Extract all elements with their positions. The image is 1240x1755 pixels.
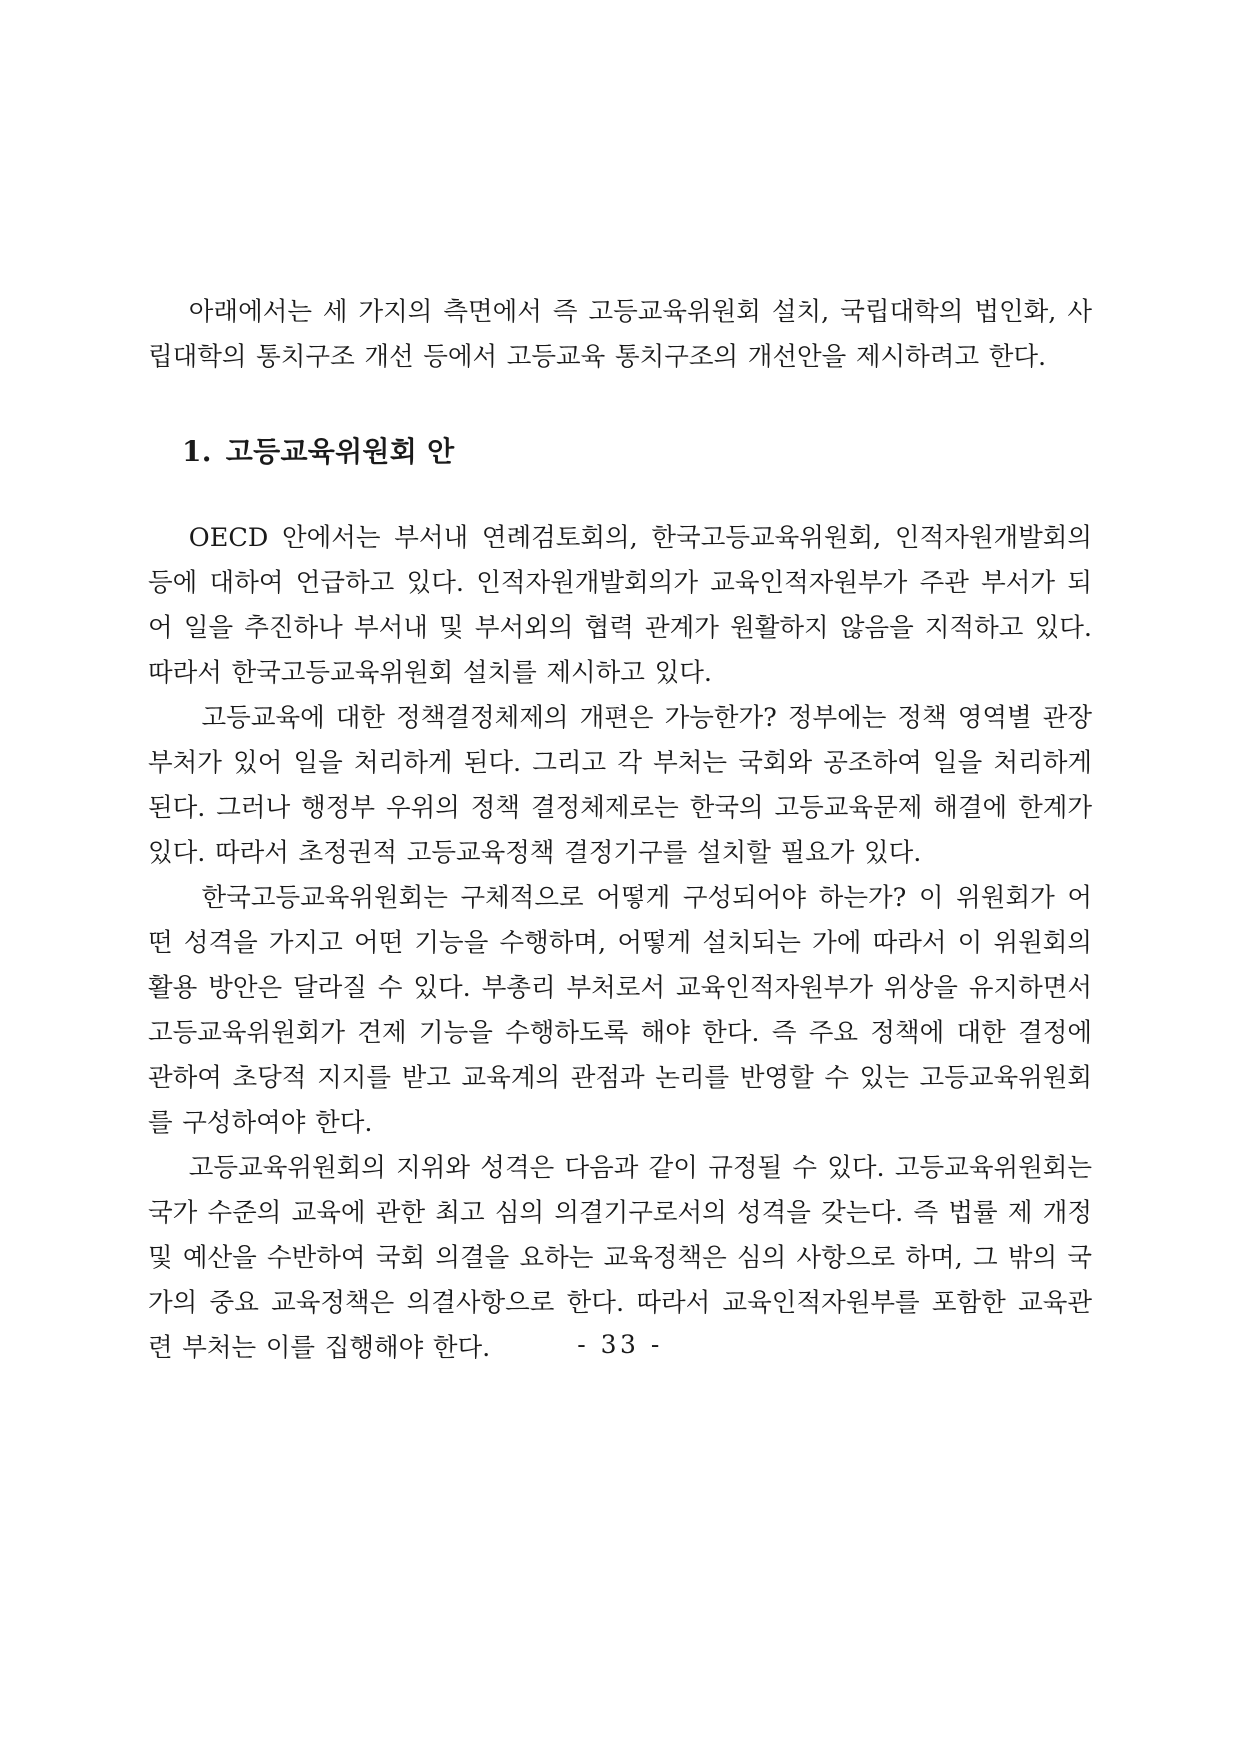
page-footer (0, 1330, 1240, 1359)
body-text (148, 516, 1092, 1371)
page-content (148, 290, 1092, 1371)
section-heading (148, 432, 1092, 472)
section-title: 고등교육위원회 안 (225, 435, 455, 468)
body-paragraph-1: OECD 안에서는 부서내 연례검토회의, 한국고등교육위원회, 인적자원개발회의 등에 대하여 언급하고 있다. 인적자원개발회의가 교육인적자원부가 주관 부서가 되어 일을 추진하나 부서내 및 부서외의 협력 관계가 원활하지 않음을 지적하고 있다. 따라서 한국고등교육위원회 설치를 제시하고 있다. (148, 523, 1092, 688)
body-paragraph-2: 고등교육에 대한 정책결정체제의 개편은 가능한가? 정부에는 정책 영역별 관장부처가 있어 일을 처리하게 된다. 그리고 각 부처는 국회와 공조하여 일을 처리하게 된다. 그러나 행정부 우위의 정책 결정체제로는 한국의 고등교육문제 해결에 한계가 있다. 따라서 초정권적 고등교육정책 결정기구를 설치할 필요가 있다. (148, 703, 1092, 868)
body-paragraph-3: 한국고등교육위원회는 구체적으로 어떻게 구성되어야 하는가? 이 위원회가 어떤 성격을 가지고 어떤 기능을 수행하며, 어떻게 설치되는 가에 따라서 이 위원회의 활용 방안은 달라질 수 있다. 부총리 부처로서 교육인적자원부가 위상을 유지하면서 고등교육위원회가 견제 기능을 수행하도록 해야 한다. 즉 주요 정책에 대한 결정에 관하여 초당적 지지를 받고 교육계의 관점과 논리를 반영할 수 있는 고등교육위원회를 구성하여야 한다. (148, 883, 1092, 1138)
intro-paragraph: 아래에서는 세 가지의 측면에서 즉 고등교육위원회 설치, 국립대학의 법인화, 사립대학의 통치구조 개선 등에서 고등교육 통치구조의 개선안을 제시하려고 한다. (148, 297, 1092, 372)
page-number: - 33 - (577, 1330, 663, 1359)
body-paragraph-4: 고등교육위원회의 지위와 성격은 다음과 같이 규정될 수 있다. 고등교육위원회는 국가 수준의 교육에 관한 최고 심의 의결기구로서의 성격을 갖는다. 즉 법률 제 개정 및 예산을 수반하여 국회 의결을 요하는 교육정책은 심의 사항으로 하며, 그 밖의 국가의 중요 교육정책은 의결사항으로 한다. 따라서 교육인적자원부를 포함한 교육관련 부처는 이를 집행해야 한다. (148, 1153, 1092, 1363)
section-number: 1. (182, 435, 212, 468)
